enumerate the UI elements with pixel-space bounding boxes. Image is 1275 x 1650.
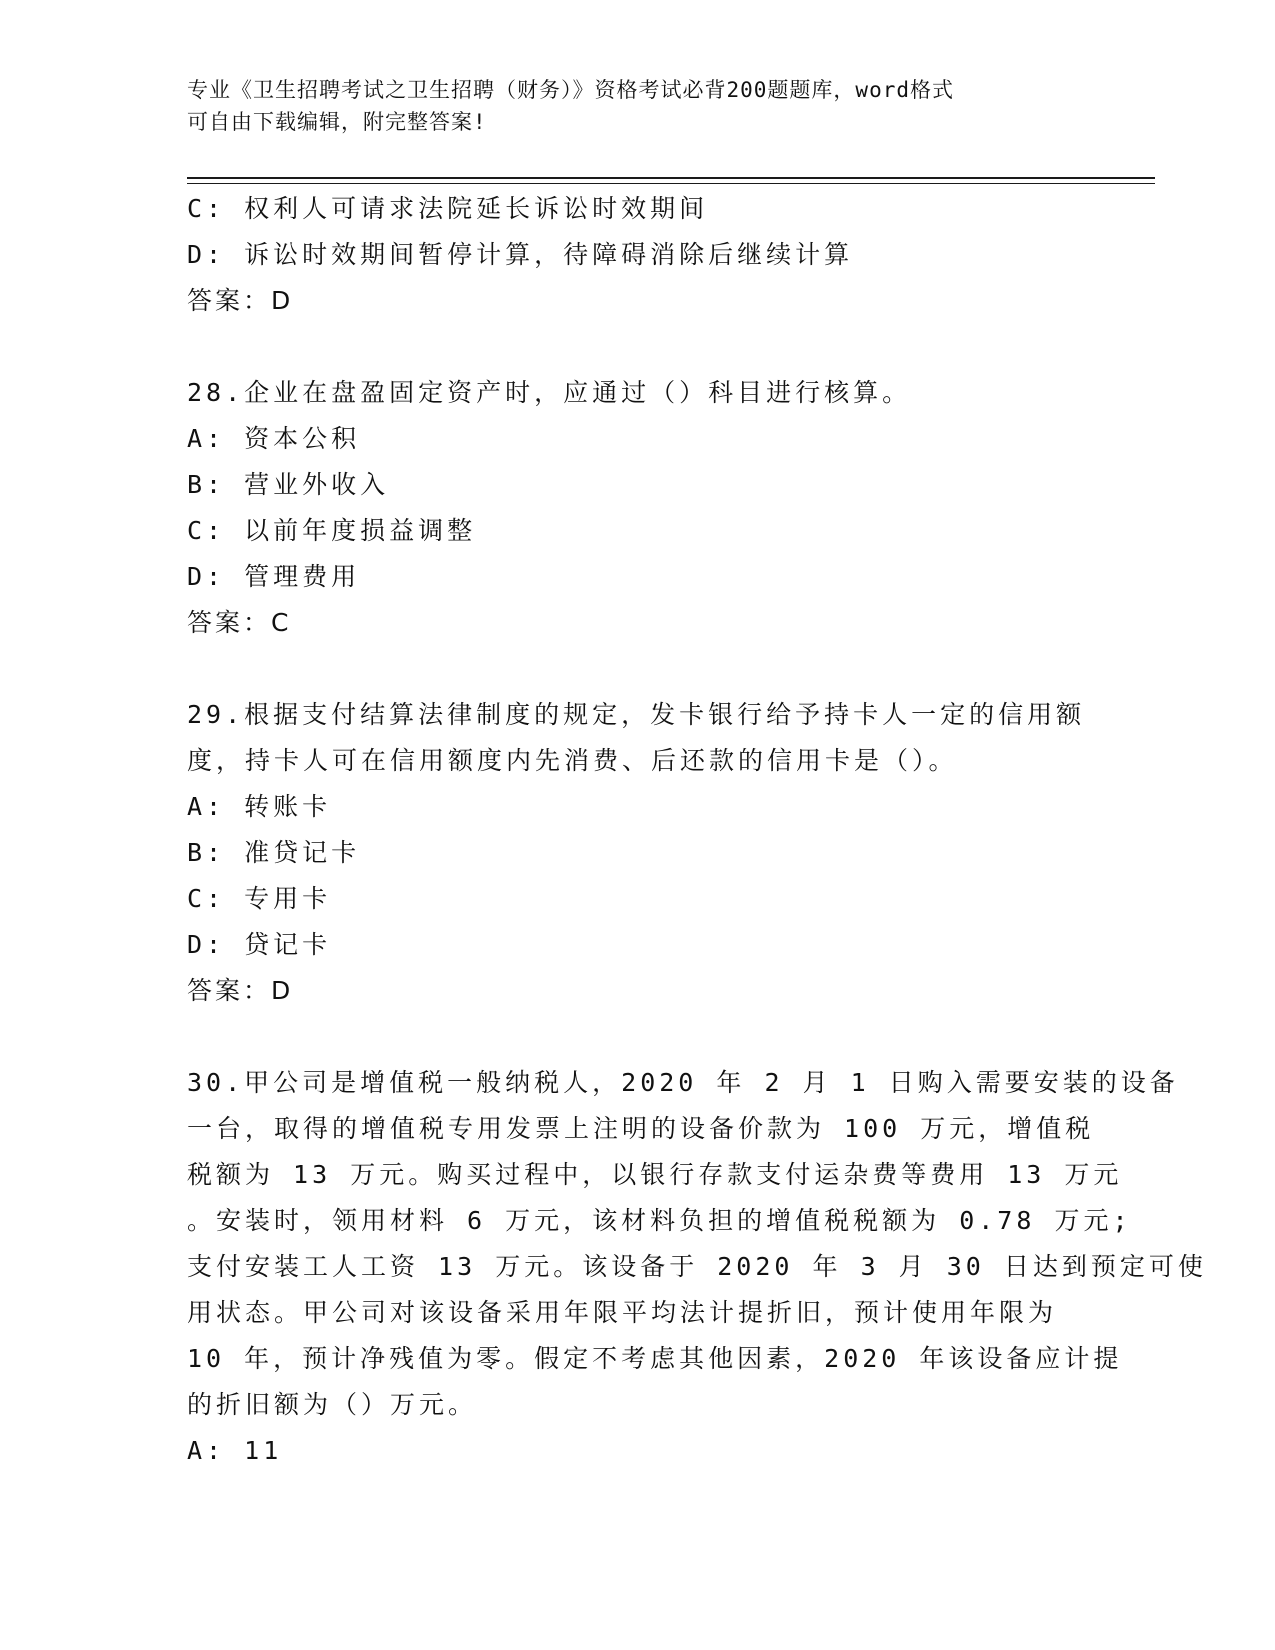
- question-stem-line-5: 支付安装工人工资 13 万元。该设备于 2020 年 3 月 30 日达到预定可使: [187, 1252, 1207, 1281]
- option-c: C: 专用卡: [187, 884, 332, 913]
- option-a: A: 资本公积: [187, 424, 361, 453]
- question-stem: 28.企业在盘盈固定资产时，应通过（）科目进行核算。: [187, 378, 912, 407]
- question-stem-line-3: 税额为 13 万元。购买过程中，以银行存款支付运杂费等费用 13 万元: [187, 1160, 1123, 1189]
- question-stem-line-7: 10 年，预计净残值为零。假定不考虑其他因素，2020 年该设备应计提: [187, 1344, 1123, 1373]
- option-b: B: 准贷记卡: [187, 838, 361, 867]
- question-28: [187, 370, 1087, 646]
- answer-line: 答案：C: [187, 608, 292, 637]
- header-title-line-1: 专业《卫生招聘考试之卫生招聘（财务）》资格考试必背200题题库，word格式: [187, 78, 954, 102]
- question-stem-line-2: 一台，取得的增值税专用发票上注明的设备价款为 100 万元，增值税: [187, 1114, 1095, 1143]
- question-27-tail: [187, 186, 1087, 324]
- option-c: C: 权利人可请求法院延长诉讼时效期间: [187, 194, 709, 223]
- question-stem-line-6: 用状态。甲公司对该设备采用年限平均法计提折旧，预计使用年限为: [187, 1298, 1058, 1327]
- option-a: A: 11: [187, 1436, 283, 1465]
- header-title-line-2: 可自由下载编辑，附完整答案!: [187, 110, 487, 134]
- document-body: [187, 186, 1207, 1474]
- option-c: C: 以前年度损益调整: [187, 516, 477, 545]
- option-b: B: 营业外收入: [187, 470, 390, 499]
- option-d: D: 诉讼时效期间暂停计算，待障碍消除后继续计算: [187, 240, 854, 269]
- answer-line: 答案：D: [187, 286, 294, 315]
- question-stem-line-1: 29.根据支付结算法律制度的规定，发卡银行给予持卡人一定的信用额: [187, 700, 1086, 729]
- document-header: [187, 74, 1067, 138]
- question-stem-line-8: 的折旧额为（）万元。: [187, 1390, 478, 1419]
- question-stem-line-1: 30.甲公司是增值税一般纳税人，2020 年 2 月 1 日购入需要安装的设备: [187, 1068, 1179, 1097]
- question-30: [187, 1060, 1207, 1474]
- header-divider-thin: [187, 183, 1155, 184]
- question-29: [187, 692, 1087, 1014]
- header-divider-thick: [187, 177, 1155, 179]
- option-a: A: 转账卡: [187, 792, 332, 821]
- option-d: D: 管理费用: [187, 562, 361, 591]
- spacer: [187, 1014, 1087, 1060]
- option-d: D: 贷记卡: [187, 930, 332, 959]
- answer-line: 答案：D: [187, 976, 294, 1005]
- question-stem-line-2: 度，持卡人可在信用额度内先消费、后还款的信用卡是（）。: [187, 746, 958, 775]
- spacer: [187, 646, 1087, 692]
- question-stem-line-4: 。安装时，领用材料 6 万元，该材料负担的增值税税额为 0.78 万元;: [187, 1206, 1132, 1235]
- spacer: [187, 324, 1087, 370]
